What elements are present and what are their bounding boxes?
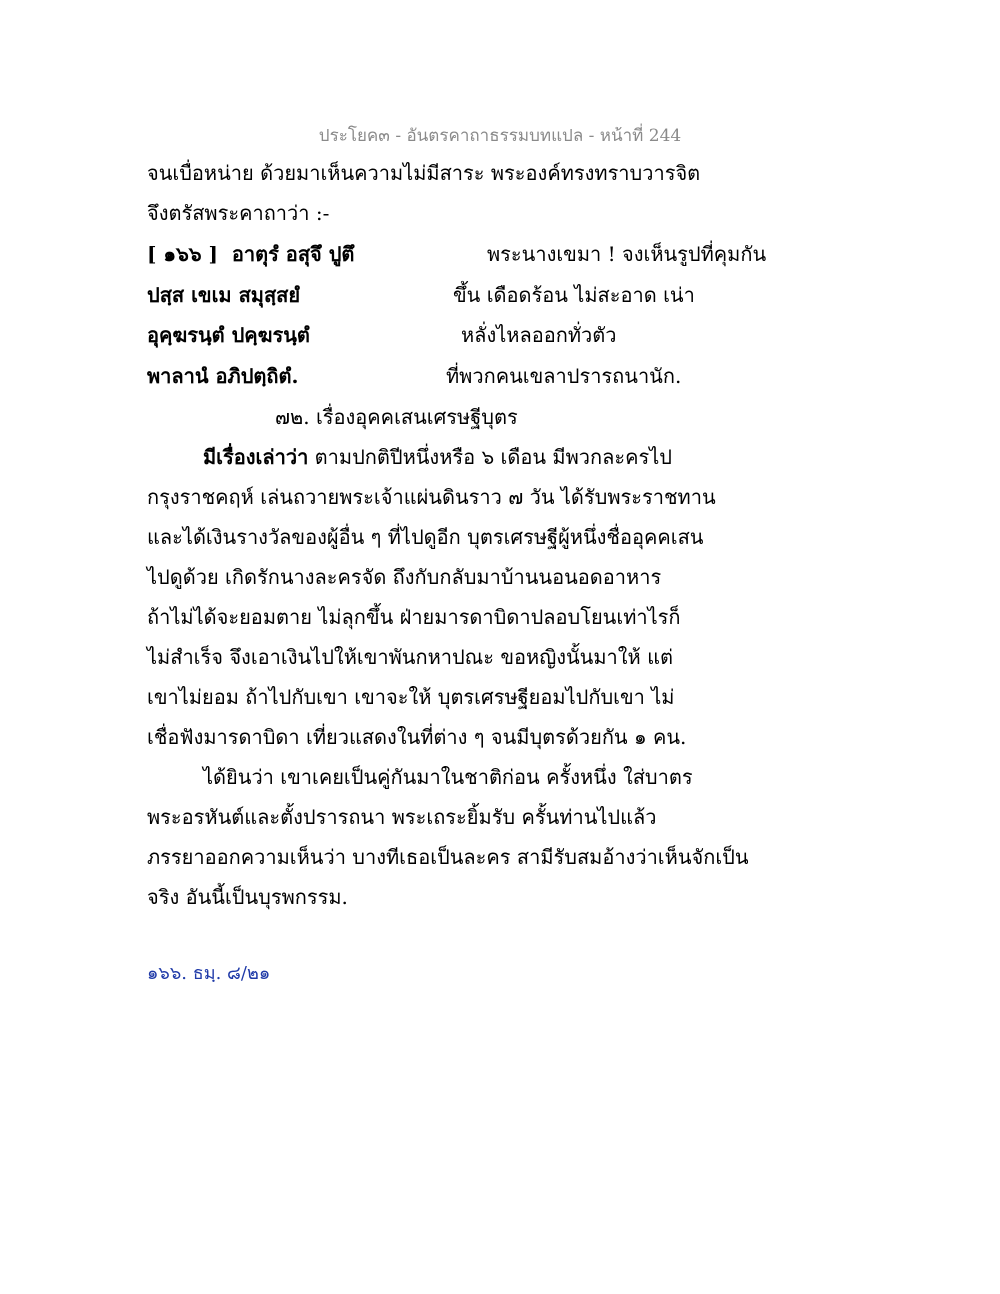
verse-pali-text: อาตุรํ อสุจึ ปูตึ	[231, 242, 355, 266]
story-para2-line-4: จริง อันนี้เป็นบุรพกรรม.	[147, 885, 348, 909]
story-para2-line-3: ภรรยาออกความเห็นว่า บางทีเธอเป็นละคร สามีรับสมอ้างว่าเห็นจักเป็น	[147, 845, 749, 869]
verse-thai-line-2: ขึ้น เดือดร้อน ไม่สะอาด เน่า	[453, 283, 695, 307]
page-header: ประโยค๓ - อันตรคาถาธรรมบทแปล - หน้าที่ 244	[318, 126, 682, 146]
verse-number: [ ๑๖๖ ]	[147, 242, 218, 266]
story-para1-first: ตามปกติปีหนึ่งหรือ ๖ เดือน มีพวกละครไป	[308, 445, 672, 469]
story-para1-line-6: ไม่สำเร็จ จึงเอาเงินไปให้เขาพันกหาปณะ ขอหญิงนั้นมาให้ แต่	[147, 645, 673, 669]
footnote: ๑๖๖. ธมฺ. ๘/๒๑	[147, 963, 271, 984]
story-lead: มีเรื่องเล่าว่า	[203, 445, 309, 469]
verse-thai-line-1: พระนางเขมา ! จงเห็นรูปที่คุมกัน	[487, 242, 767, 266]
story-para1-line-7: เขาไม่ยอม ถ้าไปกับเขา เขาจะให้ บุตรเศรษฐียอมไปกับเขา ไม่	[147, 685, 675, 709]
verse-pali-line-3: อุคฺฆรนฺตํ ปคฺฆรนฺตํ	[147, 323, 310, 347]
story-para1-line-5: ถ้าไม่ได้จะยอมตาย ไม่ลุกขึ้น ฝ่ายมารดาบิดาปลอบโยนเท่าไรก็	[147, 605, 681, 629]
story-para1-line-1	[203, 444, 672, 470]
intro-line-1: จนเบื่อหน่าย ด้วยมาเห็นความไม่มีสาระ พระองค์ทรงทราบวารจิต	[147, 161, 701, 185]
intro-line-2: จึงตรัสพระคาถาว่า :-	[147, 201, 330, 225]
verse-pali-line-2: ปสฺส เขเม สมุสฺสยํ	[147, 283, 301, 307]
story-para1-line-8: เชื่อฟังมารดาบิดา เที่ยวแสดงในที่ต่าง ๆ จนมีบุตรด้วยกัน ๑ คน.	[147, 725, 687, 749]
story-para1-line-3: และได้เงินรางวัลของผู้อื่น ๆ ที่ไปดูอีก บุตรเศรษฐีผู้หนึ่งชื่ออุคคเสน	[147, 525, 704, 549]
story-para1-line-2: กรุงราชคฤห์ เล่นถวายพระเจ้าแผ่นดินราว ๗ วัน ได้รับพระราชทาน	[147, 485, 716, 509]
verse-thai-line-3: หลั่งไหลออกทั่วตัว	[461, 323, 617, 347]
story-para1-line-4: ไปดูด้วย เกิดรักนางละครจัด ถึงกับกลับมาบ้านนอนอดอาหาร	[147, 565, 662, 589]
verse-pali-line-4: พาลานํ อภิปตฺถิตํ.	[147, 364, 299, 388]
verse-thai-line-4: ที่พวกคนเขลาปรารถนานัก.	[446, 364, 682, 388]
story-para2-line-1: ได้ยินว่า เขาเคยเป็นคู่กันมาในชาติก่อน ครั้งหนึ่ง ใส่บาตร	[203, 765, 693, 789]
story-title: ๗๒. เรื่องอุคคเสนเศรษฐีบุตร	[275, 405, 518, 429]
story-para2-line-2: พระอรหันต์และตั้งปรารถนา พระเถระยิ้มรับ ครั้นท่านไปแล้ว	[147, 805, 657, 829]
verse-pali-line-1	[147, 241, 354, 267]
